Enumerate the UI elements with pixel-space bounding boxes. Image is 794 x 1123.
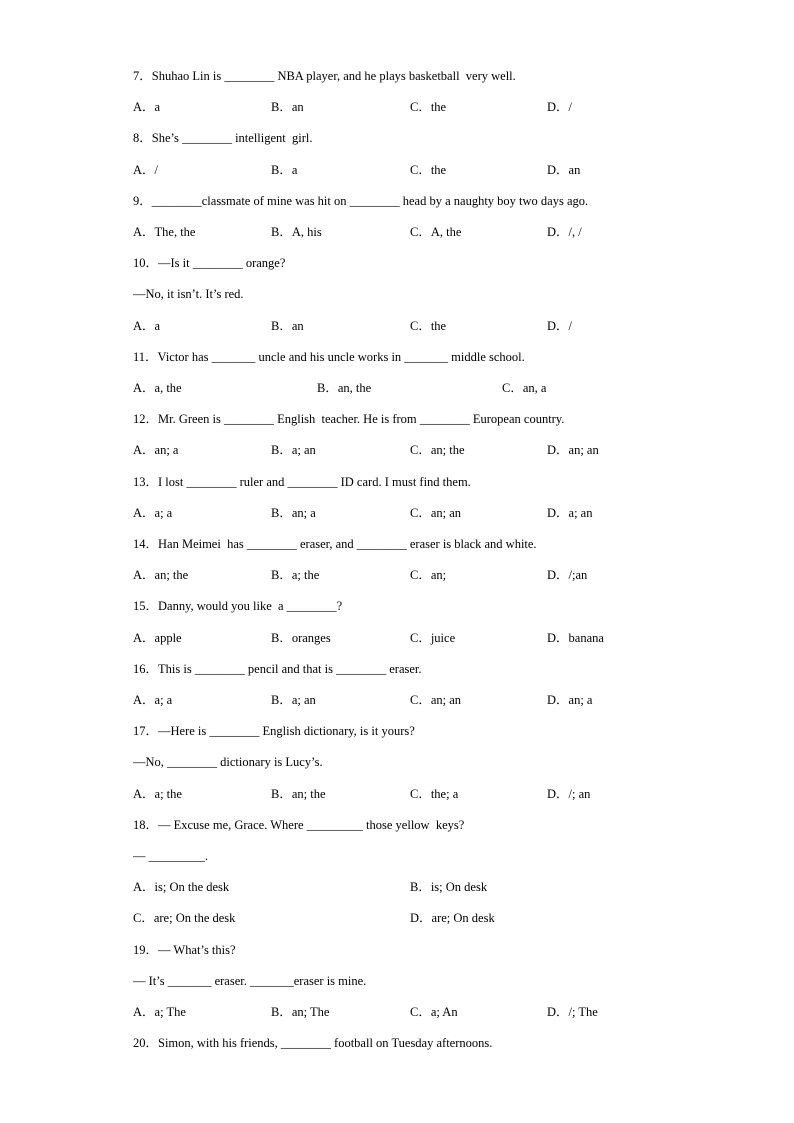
answer-option[interactable]: B．oranges: [271, 631, 331, 645]
answer-option[interactable]: A．an; the: [133, 568, 189, 582]
answer-option[interactable]: B．a: [271, 163, 298, 177]
question-line: — _________.: [133, 849, 208, 863]
answer-option[interactable]: D．/: [547, 100, 573, 114]
answer-option[interactable]: C．an;: [410, 568, 447, 582]
answer-option[interactable]: A．a; a: [133, 506, 173, 520]
options-row: [133, 877, 754, 897]
answer-option[interactable]: A．an; a: [133, 443, 179, 457]
answer-option[interactable]: D．/; The: [547, 1005, 598, 1019]
answer-option[interactable]: B．a; an: [271, 443, 316, 457]
question-line: 9．________classmate of mine was hit on ________ head by a naughty boy two days ago.: [133, 194, 589, 208]
answer-option[interactable]: D．are; On desk: [410, 911, 495, 925]
options-row: [133, 908, 754, 928]
question-line: —No, it isn’t. It’s red.: [133, 287, 244, 301]
answer-option[interactable]: C．juice: [410, 631, 456, 645]
answer-option[interactable]: C．are; On the desk: [133, 911, 236, 925]
answer-option[interactable]: C．an; an: [410, 693, 462, 707]
options-row: [133, 628, 754, 648]
answer-option[interactable]: C．A, the: [410, 225, 462, 239]
answer-option[interactable]: B．is; On desk: [410, 880, 488, 894]
answer-option[interactable]: D．an: [547, 163, 581, 177]
answer-option[interactable]: C．an; the: [410, 443, 465, 457]
options-row: [133, 378, 754, 398]
answer-option[interactable]: D．/: [547, 319, 573, 333]
answer-option[interactable]: B．a; an: [271, 693, 316, 707]
answer-option[interactable]: C．the: [410, 100, 447, 114]
answer-option[interactable]: B．an: [271, 100, 304, 114]
options-row: [133, 784, 754, 804]
answer-option[interactable]: D．/, /: [547, 225, 582, 239]
answer-option[interactable]: A．a; a: [133, 693, 173, 707]
answer-option[interactable]: B．an; the: [271, 787, 326, 801]
question-line: 12．Mr. Green is ________ English teacher. He is from ________ European country.: [133, 412, 565, 426]
question-line: 11．Victor has _______ uncle and his uncle works in _______ middle school.: [133, 350, 525, 364]
answer-option[interactable]: C．an, a: [502, 381, 547, 395]
answer-option[interactable]: C．an; an: [410, 506, 462, 520]
question-line: — It’s _______ eraser. _______eraser is mine.: [133, 974, 367, 988]
question-line: 20．Simon, with his friends, ________ football on Tuesday afternoons.: [133, 1036, 493, 1050]
answer-option[interactable]: C．the; a: [410, 787, 459, 801]
answer-option[interactable]: D．banana: [547, 631, 604, 645]
answer-option[interactable]: D．/; an: [547, 787, 591, 801]
answer-option[interactable]: A．is; On the desk: [133, 880, 230, 894]
answer-option[interactable]: D．/;an: [547, 568, 588, 582]
question-line: 14．Han Meimei has ________ eraser, and ________ eraser is black and white.: [133, 537, 537, 551]
options-row: [133, 690, 754, 710]
answer-option[interactable]: B．A, his: [271, 225, 322, 239]
answer-option[interactable]: A．a: [133, 100, 161, 114]
answer-option[interactable]: A．apple: [133, 631, 182, 645]
answer-option[interactable]: A．/: [133, 163, 159, 177]
answer-option[interactable]: B．an; a: [271, 506, 316, 520]
answer-option[interactable]: A．a; The: [133, 1005, 186, 1019]
options-row: [133, 222, 754, 242]
question-line: 7．Shuhao Lin is ________ NBA player, and he plays basketball very well.: [133, 69, 516, 83]
answer-option[interactable]: B．an: [271, 319, 304, 333]
answer-option[interactable]: A．The, the: [133, 225, 196, 239]
answer-option[interactable]: B．a; the: [271, 568, 320, 582]
question-line: —No, ________ dictionary is Lucy’s.: [133, 755, 323, 769]
question-line: 16．This is ________ pencil and that is ________ eraser.: [133, 662, 422, 676]
answer-option[interactable]: A．a, the: [133, 381, 182, 395]
options-row: [133, 503, 754, 523]
answer-option[interactable]: D．a; an: [547, 506, 593, 520]
options-row: [133, 1002, 754, 1022]
options-row: [133, 97, 754, 117]
answer-option[interactable]: C．the: [410, 319, 447, 333]
question-line: 18．— Excuse me, Grace. Where _________ those yellow keys?: [133, 818, 465, 832]
question-line: 19．— What’s this?: [133, 943, 236, 957]
answer-option[interactable]: D．an; a: [547, 693, 593, 707]
answer-option[interactable]: B．an, the: [317, 381, 372, 395]
options-row: [133, 440, 754, 460]
question-line: 15．Danny, would you like a ________?: [133, 599, 343, 613]
options-row: [133, 160, 754, 180]
question-line: 10．—Is it ________ orange?: [133, 256, 286, 270]
question-line: 17．—Here is ________ English dictionary, is it yours?: [133, 724, 415, 738]
answer-option[interactable]: B．an; The: [271, 1005, 330, 1019]
options-row: [133, 565, 754, 585]
question-line: 8．She’s ________ intelligent girl.: [133, 131, 313, 145]
question-line: 13．I lost ________ ruler and ________ ID card. I must find them.: [133, 475, 471, 489]
answer-option[interactable]: A．a; the: [133, 787, 182, 801]
answer-option[interactable]: A．a: [133, 319, 161, 333]
answer-option[interactable]: D．an; an: [547, 443, 599, 457]
options-row: [133, 316, 754, 336]
answer-option[interactable]: C．the: [410, 163, 447, 177]
answer-option[interactable]: C．a; An: [410, 1005, 458, 1019]
